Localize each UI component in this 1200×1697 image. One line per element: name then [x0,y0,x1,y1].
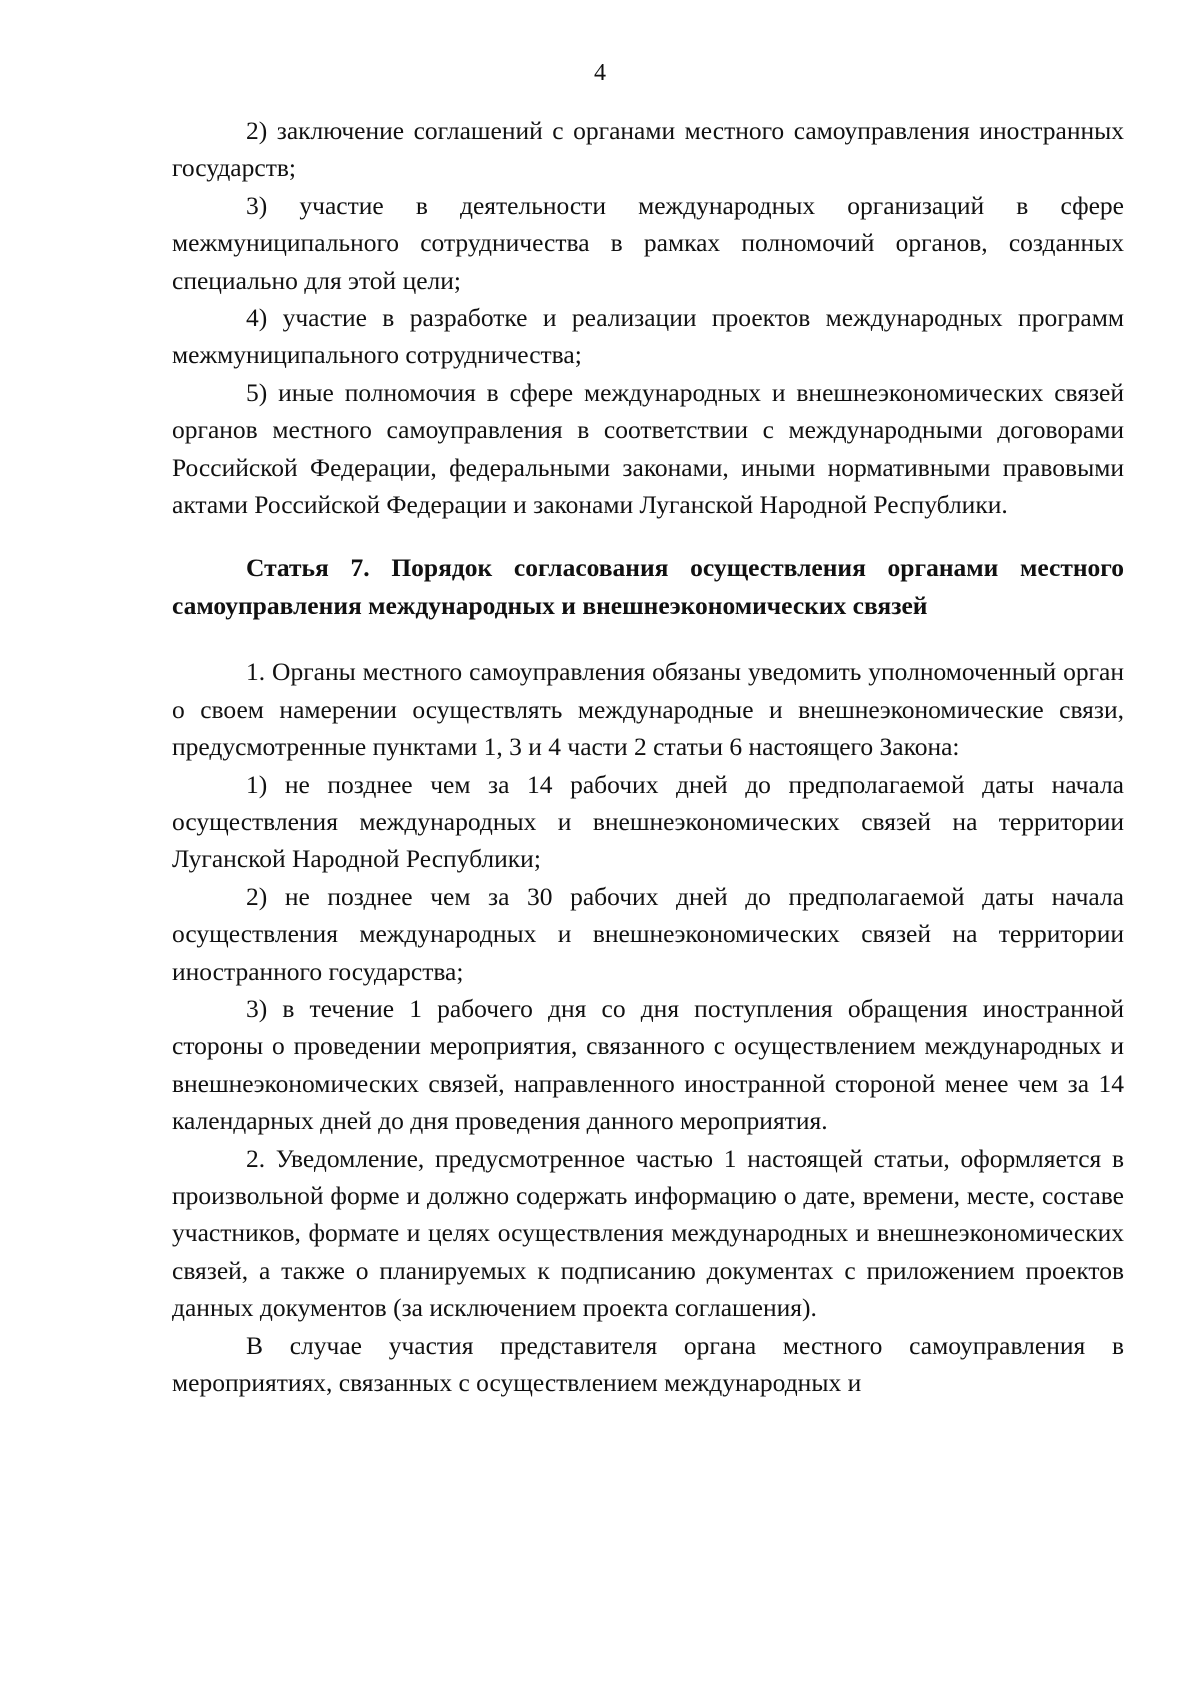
list-item-5: 5) иные полномочия в сфере международных и внешнеэкономических связей органов местного самоуправления в соответствии с международными договорами Российской Федерации, федеральными законами, иными нормативными правовыми актами Российской Федерации и законами Луганской Народной Республики. [172,377,1124,520]
continuation-paragraph: В случае участия представителя органа местного самоуправления в мероприятиях, связанных с осуществлением международных и [172,1330,1124,1397]
section-1-item-2: 2) не позднее чем за 30 рабочих дней до предполагаемой даты начала осуществления международных и внешнеэкономических связей на территории иностранного государства; [172,881,1124,986]
section-1-item-3: 3) в течение 1 рабочего дня со дня поступления обращения иностранной стороны о проведении мероприятия, связанного с осуществлением международных и внешнеэкономических связей, направленного иностранной стороной менее чем за 14 календарных дней до дня проведения данного мероприятия. [172,993,1124,1136]
list-item-4: 4) участие в разработке и реализации проектов международных программ межмуниципального сотрудничества; [172,303,1124,370]
list-item-3: 3) участие в деятельности международных организаций в сфере межмуниципального сотрудничества в рамках полномочий органов, созданных специально для этой цели; [172,190,1124,295]
section-1-paragraph: 1. Органы местного самоуправления обязаны уведомить уполномоченный орган о своем намерении осуществлять международные и внешнеэкономические связи, предусмотренные пунктами 1, 3 и 4 части 2 статьи 6 настоящего Закона: [172,657,1124,762]
article-heading: Статья 7. Порядок согласования осуществления органами местного самоуправления международных и внешнеэкономических связей [172,553,1124,620]
section-2-paragraph: 2. Уведомление, предусмотренное частью 1 настоящей статьи, оформляется в произвольной форме и должно содержать информацию о дате, времени, месте, составе участников, формате и целях осуществления международных и внешнеэкономических связей, а также о планируемых к подписанию документах с приложением проектов данных документов (за исключением проекта соглашения). [172,1143,1124,1323]
document-body [172,112,1124,1401]
list-item-2: 2) заключение соглашений с органами местного самоуправления иностранных государств; [172,116,1124,183]
page-number: 4 [594,60,606,86]
section-1-item-1: 1) не позднее чем за 14 рабочих дней до предполагаемой даты начала осуществления международных и внешнеэкономических связей на территории Луганской Народной Республики; [172,769,1124,874]
